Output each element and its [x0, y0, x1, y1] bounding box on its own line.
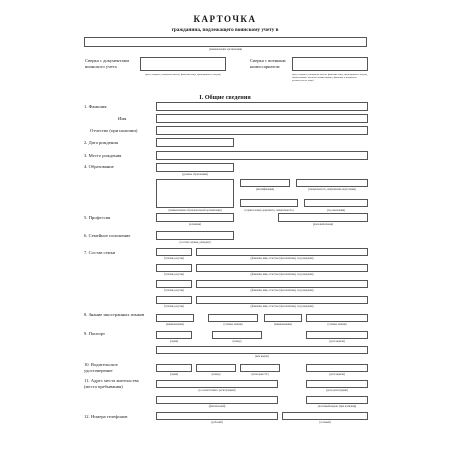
profession-additional-caption: (дополнительная) — [312, 223, 334, 226]
family-member-field-2[interactable] — [196, 264, 368, 272]
family-member-caption-3: (фамилия, имя, отчество (при наличии), год рождения) — [250, 289, 314, 292]
organization-name-field[interactable] — [84, 37, 367, 47]
family-relation-caption-3: (степень родства) — [163, 289, 185, 292]
language-level-caption-1: (степень знания) — [223, 323, 243, 326]
license-series-caption: (серия) — [169, 373, 179, 376]
reconciliation-commissariat-caption: (дата, подпись, инициалы имени, фамилия лица, проводившего сверку, наименование военного комиссариата, фамилия и инициалы должностного лица) — [292, 73, 368, 82]
patronymic-field[interactable] — [156, 126, 368, 135]
family-member-field-1[interactable] — [196, 248, 368, 256]
patronymic-label: Отчество (при наличии) — [90, 128, 138, 133]
education-specialty-caption: (специальность, направление подготовки) — [307, 188, 357, 191]
license-date-field[interactable] — [306, 364, 368, 372]
card-title: КАРТОЧКА — [193, 14, 257, 24]
reconciliation-commissariat-label: Сверка с военным комиссариатом — [250, 58, 286, 69]
reconciliation-documents-label: Сверка с документами воинского учета — [85, 58, 129, 69]
address-label: 11. Адрес места жительства (места пребывания) — [84, 378, 139, 389]
drivers-license-label: 10. Водительское удостоверение — [84, 362, 118, 373]
profession-additional-field[interactable] — [278, 213, 368, 222]
language-name-caption-2: (наименование) — [273, 323, 293, 326]
family-member-field-3[interactable] — [196, 280, 368, 288]
language-level-field-2[interactable] — [306, 314, 368, 322]
family-member-caption-1: (фамилия, имя, отчество (при наличии), год рождения) — [250, 257, 314, 260]
passport-series-field[interactable] — [156, 331, 192, 339]
reconciliation-commissariat-field[interactable] — [292, 57, 368, 71]
section-general-heading: I. Общие сведения — [199, 94, 251, 101]
marital-status-field[interactable] — [156, 231, 234, 240]
license-category-caption: (категория ТС) — [251, 373, 269, 376]
passport-issued-by-caption: (кем выдан) — [255, 355, 269, 358]
address-postcode-caption: (почтовый индекс (при наличии)) — [317, 405, 357, 408]
family-relation-caption-1: (степень родства) — [163, 257, 185, 260]
family-relation-field-4[interactable] — [156, 296, 192, 304]
phone-numbers-label: 12. Номера телефонов — [84, 414, 128, 419]
organization-name-caption: (наименование организации) — [208, 48, 243, 51]
card-subtitle: гражданина, подлежащего воинскому учету в — [171, 27, 279, 33]
phone-work-field[interactable] — [156, 412, 278, 420]
passport-date-field[interactable] — [306, 331, 368, 339]
education-institution-field[interactable] — [156, 179, 234, 208]
passport-series-caption: (серия) — [169, 340, 179, 343]
language-name-field-2[interactable] — [264, 314, 302, 322]
foreign-languages-label: 8. Знание иностранных языков — [84, 312, 145, 317]
address-actual-field[interactable] — [156, 396, 278, 404]
family-member-caption-4: (фамилия, имя, отчество (при наличии), год рождения) — [250, 305, 314, 308]
phone-work-caption: (рабочий) — [211, 421, 223, 424]
language-name-caption-1: (наименование) — [165, 323, 185, 326]
passport-issued-by-field[interactable] — [156, 346, 368, 354]
birth-date-field[interactable] — [156, 138, 234, 147]
education-document-caption: (серия и номер документа, специальность) — [244, 209, 294, 212]
address-actual-caption: (фактический) — [208, 405, 226, 408]
birth-place-field[interactable] — [156, 151, 368, 160]
phone-mobile-caption: (сотовый) — [319, 421, 331, 424]
profession-main-field[interactable] — [156, 213, 234, 222]
license-number-caption: (номер) — [211, 373, 221, 376]
profession-label: 5. Профессия — [84, 215, 111, 220]
license-category-field[interactable] — [240, 364, 280, 372]
family-member-caption-2: (фамилия, имя, отчество (при наличии), год рождения) — [250, 273, 314, 276]
marital-status-caption: (состоит, вдовец, разведен) — [179, 241, 211, 244]
name-field[interactable] — [156, 114, 368, 123]
license-date-caption: (дата выдачи) — [329, 373, 345, 376]
family-relation-field-1[interactable] — [156, 248, 192, 256]
surname-label: 1. Фамилия — [84, 104, 107, 109]
language-name-field-1[interactable] — [156, 314, 194, 322]
reconciliation-documents-caption: (дата, подпись, инициалы имени, фамилия лица, проводившего сверку) — [145, 73, 221, 76]
language-level-caption-2: (степень знания) — [327, 323, 347, 326]
profession-main-caption: (основная) — [188, 223, 202, 226]
phone-mobile-field[interactable] — [282, 412, 368, 420]
education-label: 4. Образование — [84, 164, 114, 169]
address-registration-date-field[interactable] — [306, 380, 368, 388]
family-member-field-4[interactable] — [196, 296, 368, 304]
passport-number-field[interactable] — [212, 331, 262, 339]
reconciliation-documents-field[interactable] — [140, 57, 226, 71]
name-label: Имя — [118, 116, 127, 121]
passport-date-caption: (дата выдачи) — [329, 340, 345, 343]
family-relation-caption-2: (степень родства) — [163, 273, 185, 276]
education-year-caption: (год окончания) — [326, 209, 346, 212]
address-postcode-field[interactable] — [306, 396, 368, 404]
education-institution-caption: (наименование образовательной организации) — [168, 209, 222, 212]
education-level-caption: (уровень образования) — [182, 173, 208, 176]
language-level-field-1[interactable] — [208, 314, 258, 322]
license-number-field[interactable] — [196, 364, 236, 372]
license-series-field[interactable] — [156, 364, 192, 372]
education-year-field[interactable] — [304, 199, 368, 207]
address-registered-field[interactable] — [156, 380, 278, 388]
family-relation-field-2[interactable] — [156, 264, 192, 272]
education-qualification-caption: (квалификация) — [255, 188, 275, 191]
marital-status-label: 6. Семейное положение — [84, 233, 131, 238]
passport-label: 9. Паспорт — [84, 331, 105, 336]
passport-number-caption: (номер) — [232, 340, 242, 343]
address-registered-caption: (в соответствии с регистрацией) — [198, 389, 236, 392]
family-relation-caption-4: (степень родства) — [163, 305, 185, 308]
education-specialty-field[interactable] — [296, 179, 368, 187]
birth-place-label: 3. Место рождения — [84, 153, 122, 158]
surname-field[interactable] — [156, 102, 368, 111]
education-document-field[interactable] — [240, 199, 298, 207]
education-level-field[interactable] — [156, 163, 234, 172]
education-qualification-field[interactable] — [240, 179, 290, 187]
birth-date-label: 2. Дата рождения — [84, 140, 118, 145]
address-registration-date-caption: (дата регистрации) — [326, 389, 348, 392]
family-composition-label: 7. Состав семьи — [84, 250, 116, 255]
family-relation-field-3[interactable] — [156, 280, 192, 288]
